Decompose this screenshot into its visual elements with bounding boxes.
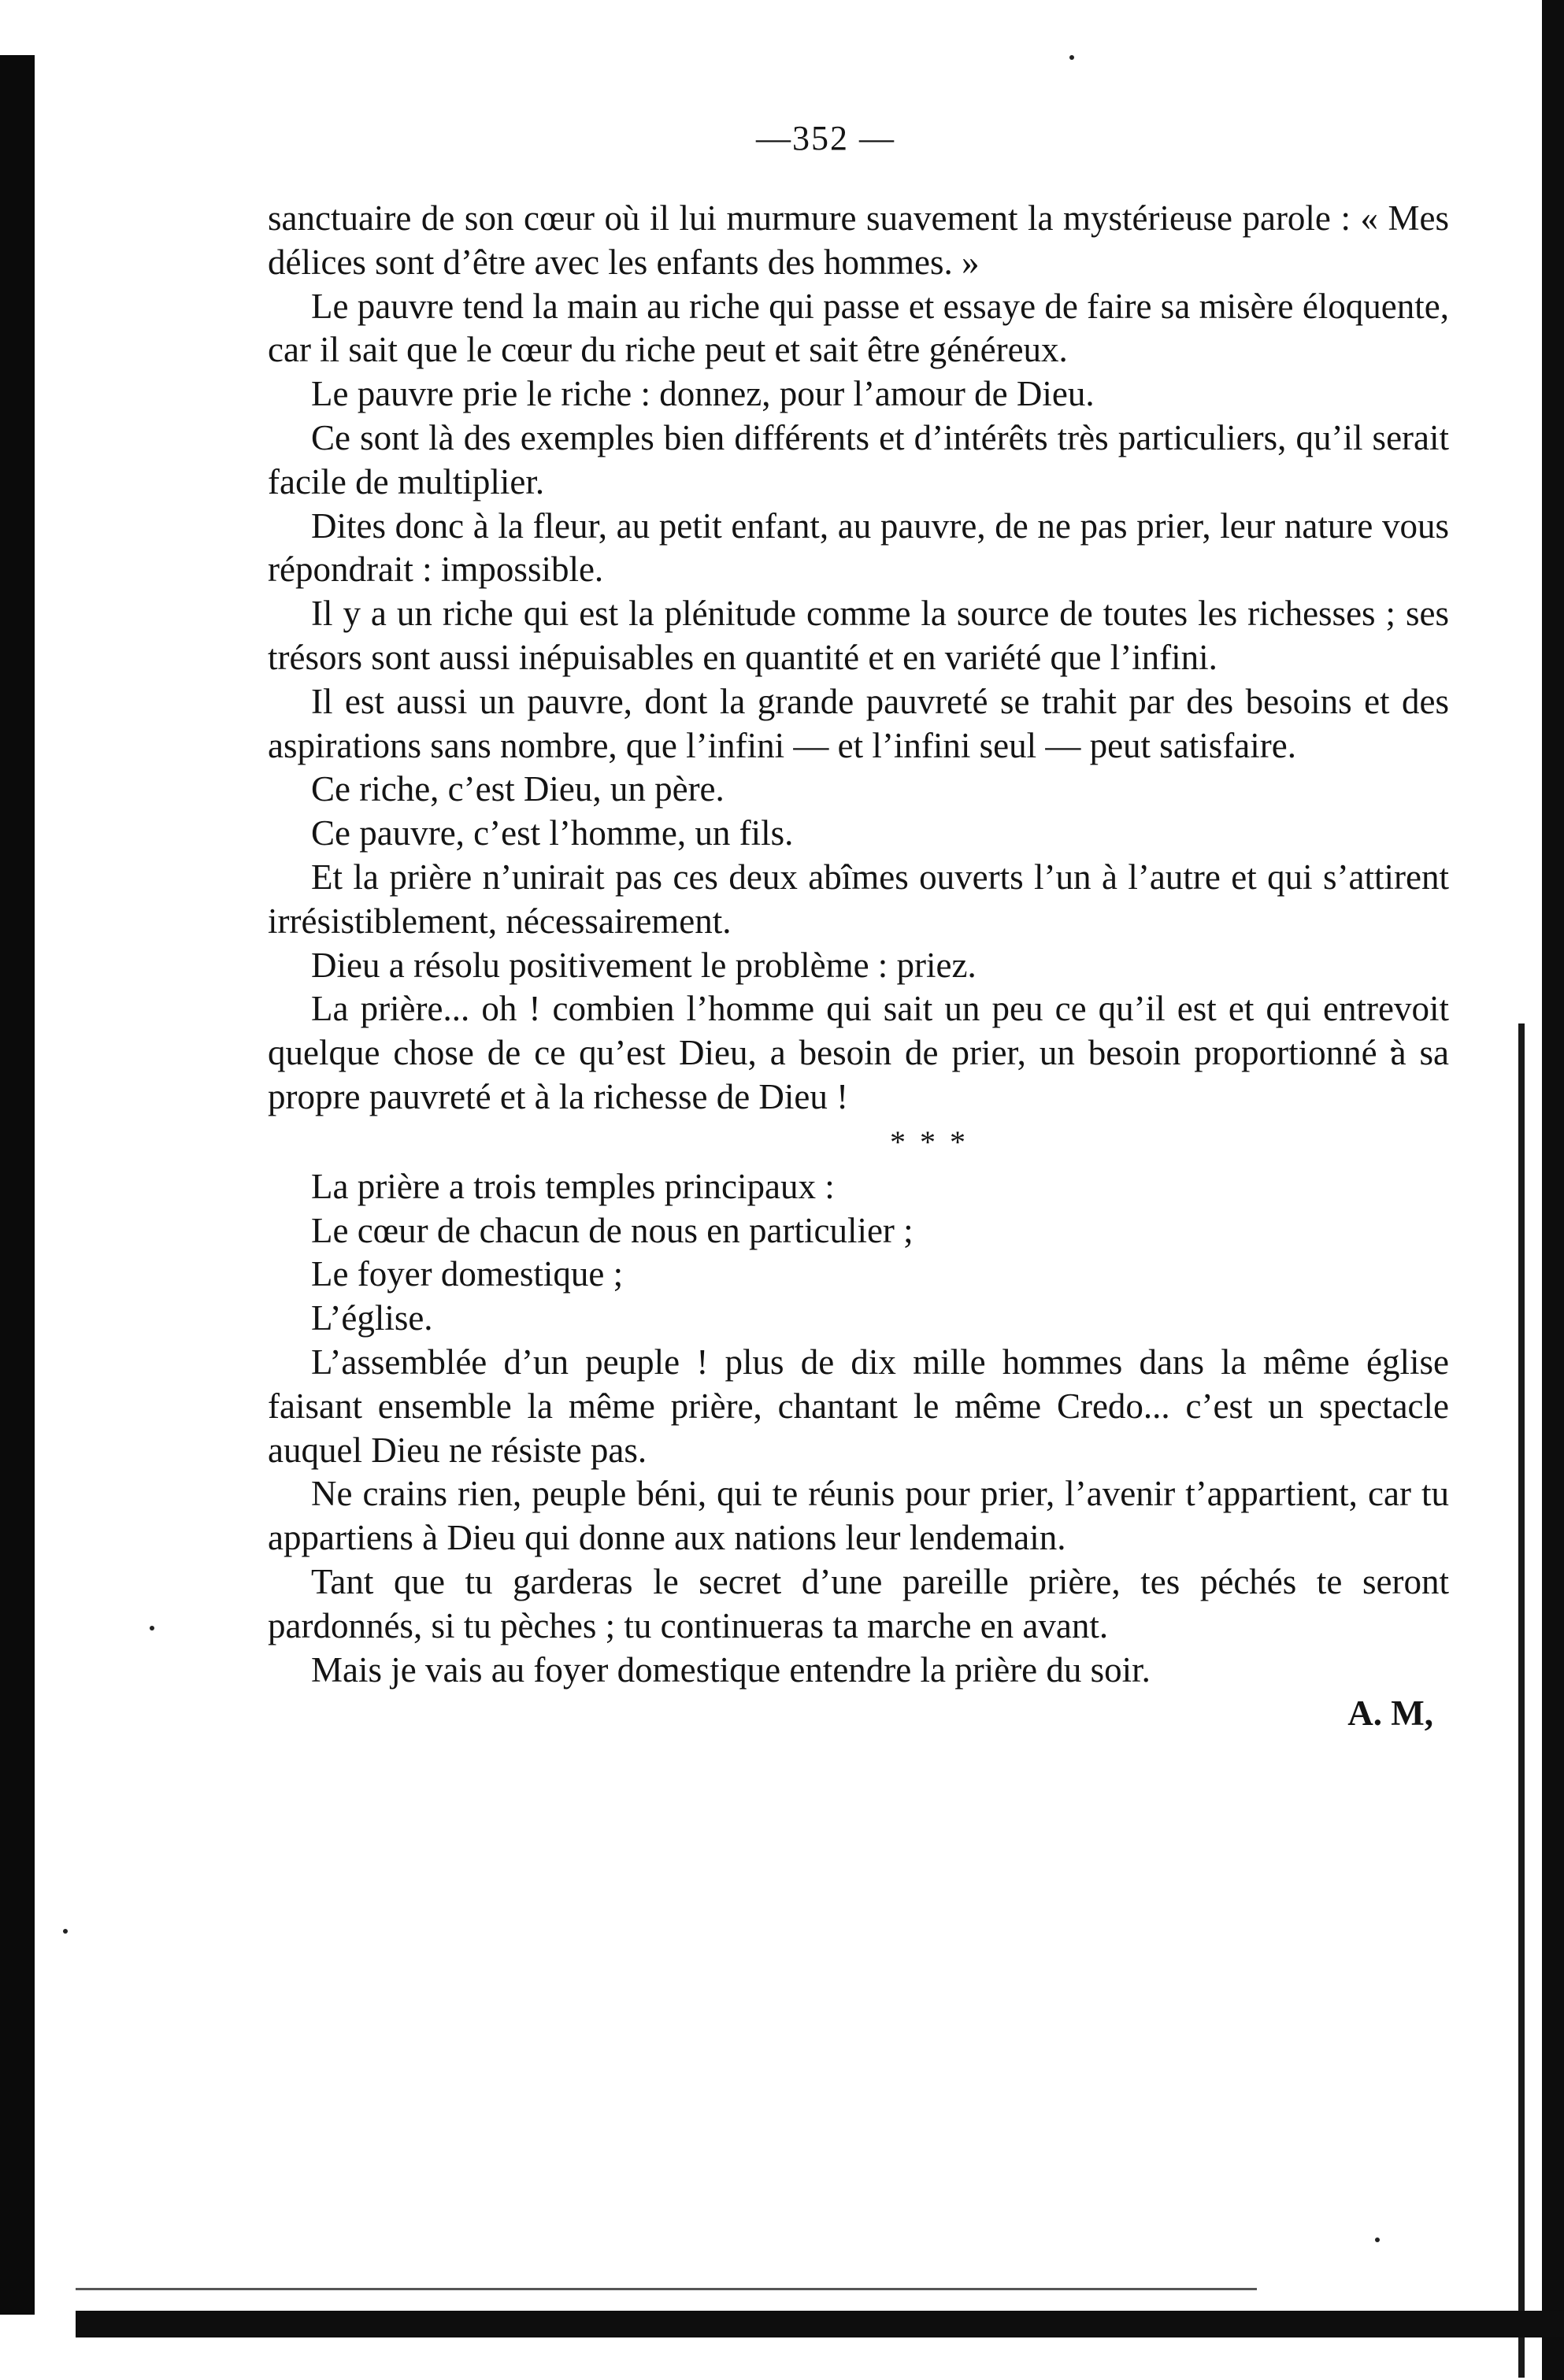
scan-speck [63,1929,68,1934]
paragraph: Mais je vais au foyer domestique entendre la prière du soir. [311,1649,1151,1690]
paragraph: Dieu a résolu positivement le problème : priez. [311,945,977,985]
list-item: L’église. [311,1298,433,1338]
paragraph: Il y a un riche qui est la plénitude comme la source de toutes les richesses ; ses trésors sont aussi inépuisables en quantité et en variété que l’infini. [268,594,1449,677]
scan-speck [1375,2237,1380,2242]
scan-speck [1069,55,1074,60]
paragraph: Le pauvre tend la main au riche qui passe et essaye de faire sa misère éloquente, car il sait que le cœur du riche peut et sait être généreux. [268,286,1449,370]
scan-edge-left [0,55,35,2315]
paragraph: Ce sont là des exemples bien différents et d’intérêts très particuliers, qu’il serait facile de multiplier. [268,417,1449,502]
list-item: Le foyer domestique ; [311,1254,624,1294]
paragraph: Et la prière n’unirait pas ces deux abîmes ouverts l’un à l’autre et qui s’attirent irrésistiblement, nécessairement. [268,857,1449,941]
scan-line-bottom [76,2288,1257,2290]
body-text [268,197,1449,1736]
asterism-divider: * * * [890,1123,969,1160]
scan-edge-right-inner [1518,1023,1525,2378]
paragraph: Ce pauvre, c’est l’homme, un fils. [311,813,794,853]
scan-edge-right [1542,0,1564,2380]
paragraph: Il est aussi un pauvre, dont la grande pauvreté se trahit par des besoins et des aspirations sans nombre, que l’infini — et l’infini seul — peut satisfaire. [268,681,1449,765]
signature: A. M, [1347,1693,1433,1734]
paragraph: Tant que tu garderas le secret d’une pareille prière, tes péchés te seront pardonnés, si tu pèches ; tu continueras ta marche en avant. [268,1561,1449,1645]
scan-speck [150,1626,154,1630]
list-item: Le cœur de chacun de nous en particulier ; [311,1210,914,1250]
paragraph: Ne crains rien, peuple béni, qui te réunis pour prier, l’avenir t’appartient, car tu appartiens à Dieu qui donne aux nations leur lendemain. [268,1474,1449,1558]
scan-edge-bottom [76,2311,1564,2337]
paragraph: Le pauvre prie le riche : donnez, pour l’amour de Dieu. [311,374,1095,414]
paragraph: sanctuaire de son cœur où il lui murmure suavement la mystérieuse parole : « Mes délices sont d’être avec les enfants des hommes. » [268,198,1449,282]
paragraph: La prière a trois temples principaux : [311,1166,835,1206]
page-number: —352 — [756,119,895,157]
paragraph: L’assemblée d’un peuple ! plus de dix mille hommes dans la même église faisant ensemble la même prière, chantant le même Credo... c’est un spectacle auquel Dieu ne résiste pas. [268,1342,1449,1470]
paragraph: La prière... oh ! combien l’homme qui sait un peu ce qu’il est et qui entrevoit quelque chose de ce qu’est Dieu, a besoin de prier, un besoin proportionné à sa propre pauvreté et à la richesse de Dieu ! [268,989,1449,1116]
paragraph: Dites donc à la fleur, au petit enfant, au pauvre, de ne pas prier, leur nature vous répondrait : impossible. [268,505,1449,590]
paragraph: Ce riche, c’est Dieu, un père. [311,769,725,809]
